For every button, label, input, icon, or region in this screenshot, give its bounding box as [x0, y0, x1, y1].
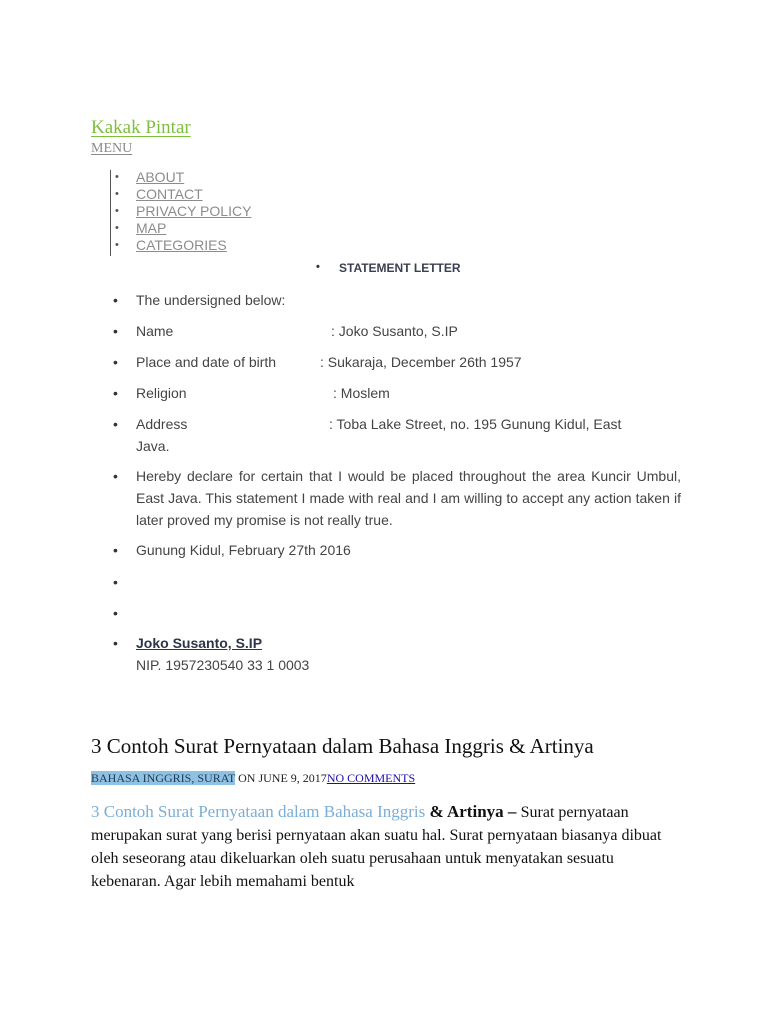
- post-meta: [91, 771, 415, 786]
- heading-text: STATEMENT LETTER: [339, 261, 461, 275]
- signer-nip: NIP. 1957230540 33 1 0003: [136, 657, 310, 673]
- post-categories-link[interactable]: BAHASA INGGRIS, SURAT: [91, 771, 236, 785]
- nav-item-label[interactable]: MAP: [136, 220, 167, 236]
- field-label-address: Address: [136, 416, 188, 432]
- nav-item-privacy-policy[interactable]: [115, 203, 251, 220]
- bullet-icon: •: [113, 605, 118, 621]
- bullet-icon: •: [115, 222, 119, 234]
- nav-item-categories[interactable]: [115, 237, 251, 254]
- field-label-birth: Place and date of birth: [136, 354, 277, 370]
- menu-link[interactable]: MENU: [91, 141, 133, 156]
- nav-item-about[interactable]: [115, 169, 251, 186]
- bullet-icon: •: [115, 171, 119, 183]
- nav-menu: [115, 169, 251, 254]
- nav-item-label[interactable]: ABOUT: [136, 169, 185, 185]
- letter-declaration: Hereby declare for certain that I would be placed throughout the area Kuncir Umbul, East Java. This statement I made with real and I am willing to accept any action taken if later proved my promise is not really true.: [136, 468, 681, 528]
- bullet-icon: •: [115, 188, 119, 200]
- post-intro-bold: & Artinya –: [425, 802, 521, 821]
- field-label-name: Name: [136, 323, 174, 339]
- bullet-icon: •: [113, 542, 118, 558]
- bullet-icon: •: [113, 385, 118, 401]
- post-title-link[interactable]: 3 Contoh Surat Pernyataan dalam Bahasa Inggris: [91, 802, 426, 821]
- nav-item-label[interactable]: CATEGORIES: [136, 237, 227, 253]
- nav-item-label[interactable]: PRIVACY POLICY: [136, 203, 252, 219]
- signer-name-link[interactable]: Joko Susanto, S.IP: [136, 635, 263, 651]
- bullet-icon: •: [113, 323, 118, 339]
- nav-divider: [110, 170, 111, 256]
- field-label-religion: Religion: [136, 385, 187, 401]
- field-value-birth: : Sukaraja, December 26th 1957: [320, 354, 522, 370]
- bullet-icon: •: [113, 468, 118, 484]
- bullet-icon: •: [115, 239, 119, 251]
- post-intro: [91, 800, 681, 893]
- bullet-icon: •: [113, 354, 118, 370]
- nav-item-contact[interactable]: [115, 186, 251, 203]
- post-date: ON JUNE 9, 2017: [235, 771, 327, 785]
- field-value-name: : Joko Susanto, S.IP: [331, 323, 458, 339]
- letter-intro: The undersigned below:: [136, 292, 286, 308]
- letter-place-date: Gunung Kidul, February 27th 2016: [136, 542, 351, 558]
- site-title-link[interactable]: Kakak Pintar: [91, 117, 191, 138]
- nav-item-label[interactable]: CONTACT: [136, 186, 203, 202]
- bullet-icon: •: [316, 261, 320, 273]
- bullet-icon: •: [115, 205, 119, 217]
- post-intro-text: Surat pernyataan merupakan surat yang berisi pernyataan akan suatu hal. Surat pernyataan biasanya dibuat oleh seseorang atau dikeluarkan oleh suatu perusahaan untuk menyatakan sesuatu kebenaran. Agar lebih memahami bentuk: [91, 804, 662, 890]
- comments-link[interactable]: NO COMMENTS: [326, 771, 416, 785]
- field-value-address-cont: Java.: [136, 438, 170, 454]
- post-title: 3 Contoh Surat Pernyataan dalam Bahasa Inggris & Artinya: [91, 734, 594, 758]
- bullet-icon: •: [113, 635, 118, 651]
- bullet-icon: •: [113, 292, 118, 308]
- field-value-address: : Toba Lake Street, no. 195 Gunung Kidul, East: [329, 416, 622, 432]
- bullet-icon: •: [113, 416, 118, 432]
- bullet-icon: •: [113, 574, 118, 590]
- field-value-religion: : Moslem: [333, 385, 390, 401]
- nav-item-map[interactable]: [115, 220, 251, 237]
